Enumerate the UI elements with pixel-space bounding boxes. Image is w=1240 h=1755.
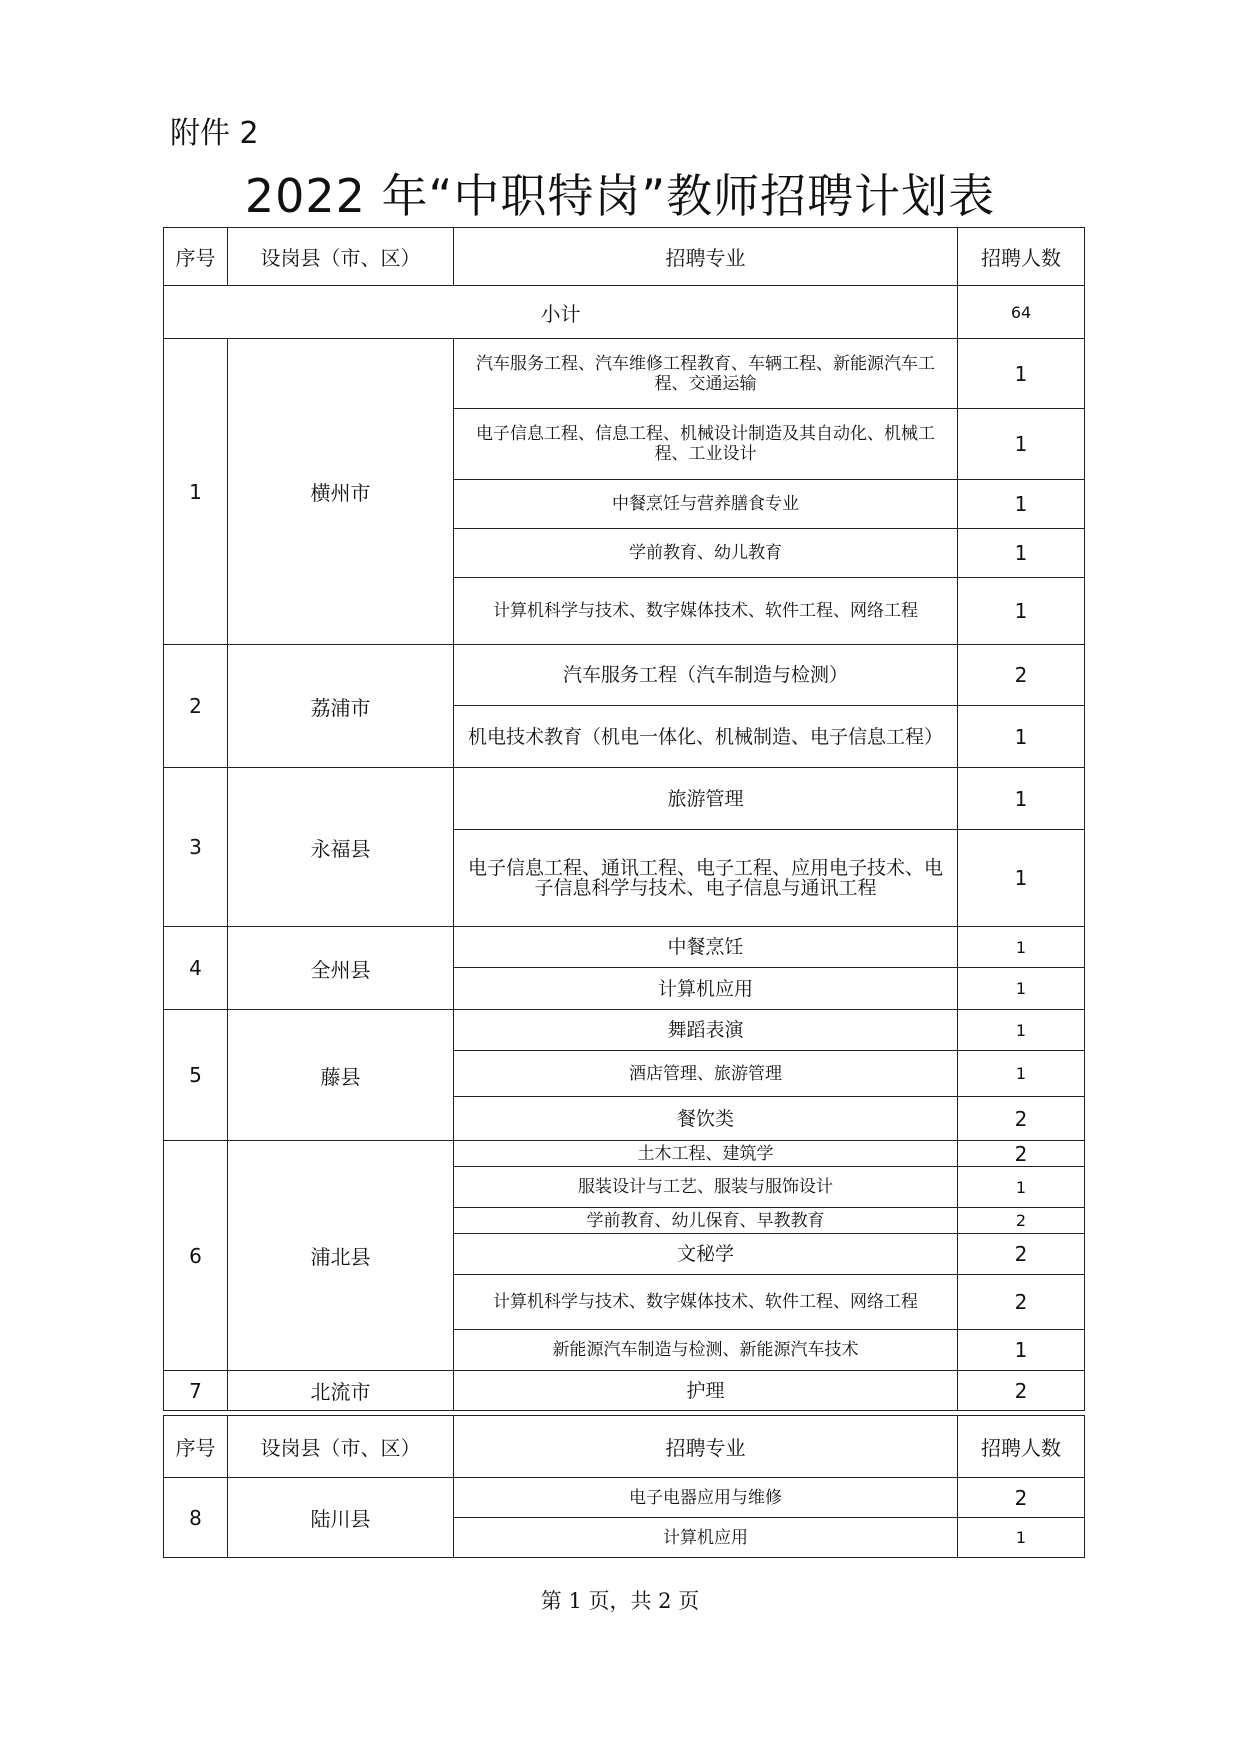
row-count: 1 [958, 927, 1085, 968]
row-count: 1 [958, 409, 1085, 480]
header-major: 招聘专业 [454, 228, 958, 286]
row-major: 电子信息工程、通讯工程、电子工程、应用电子技术、电子信息科学与技术、电子信息与通讯工程 [454, 830, 958, 927]
table-header-row [164, 1416, 1085, 1478]
subtotal-value: 64 [958, 286, 1085, 339]
header-county: 设岗县（市、区） [228, 228, 454, 286]
row-count: 1 [958, 1518, 1085, 1558]
header-count: 招聘人数 [958, 228, 1085, 286]
table-row [164, 1371, 1085, 1411]
table-row [164, 339, 1085, 409]
row-major: 计算机应用 [454, 1518, 958, 1558]
row-count: 2 [958, 1371, 1085, 1411]
row-count: 1 [958, 830, 1085, 927]
row-count: 2 [958, 1141, 1085, 1167]
subtotal-label: 小计 [164, 286, 958, 339]
row-county: 横州市 [228, 339, 454, 645]
row-major: 中餐烹饪与营养膳食专业 [454, 480, 958, 529]
row-major: 酒店管理、旅游管理 [454, 1051, 958, 1097]
header-seq: 序号 [164, 1416, 228, 1478]
table-row [164, 1010, 1085, 1051]
row-county: 浦北县 [228, 1141, 454, 1371]
row-major: 电子信息工程、信息工程、机械设计制造及其自动化、机械工程、工业设计 [454, 409, 958, 480]
row-major: 餐饮类 [454, 1097, 958, 1141]
row-seq: 5 [164, 1010, 228, 1141]
row-major: 学前教育、幼儿保育、早教教育 [454, 1208, 958, 1234]
row-major: 新能源汽车制造与检测、新能源汽车技术 [454, 1330, 958, 1371]
row-count: 2 [958, 1478, 1085, 1518]
header-seq: 序号 [164, 228, 228, 286]
table-row [164, 927, 1085, 968]
row-count: 1 [958, 529, 1085, 578]
row-count: 1 [958, 968, 1085, 1010]
row-seq: 3 [164, 768, 228, 927]
row-major: 文秘学 [454, 1234, 958, 1275]
document-title: 2022 年“中职特岗”教师招聘计划表 [244, 169, 996, 223]
table-row [164, 768, 1085, 830]
row-count: 1 [958, 1051, 1085, 1097]
row-major: 服装设计与工艺、服装与服饰设计 [454, 1167, 958, 1208]
row-major: 电子电器应用与维修 [454, 1478, 958, 1518]
row-seq: 6 [164, 1141, 228, 1371]
row-county: 陆川县 [228, 1478, 454, 1558]
row-count: 1 [958, 706, 1085, 768]
row-county: 北流市 [228, 1371, 454, 1411]
attachment-label: 附件 2 [170, 116, 259, 151]
row-major: 汽车服务工程、汽车维修工程教育、车辆工程、新能源汽车工程、交通运输 [454, 339, 958, 409]
recruitment-plan-table-continued [163, 1415, 1085, 1558]
row-major: 学前教育、幼儿教育 [454, 529, 958, 578]
row-seq: 2 [164, 645, 228, 768]
row-seq: 1 [164, 339, 228, 645]
row-major: 机电技术教育（机电一体化、机械制造、电子信息工程） [454, 706, 958, 768]
row-major: 舞蹈表演 [454, 1010, 958, 1051]
row-seq: 8 [164, 1478, 228, 1558]
row-count: 2 [958, 1208, 1085, 1234]
row-count: 2 [958, 645, 1085, 706]
row-seq: 7 [164, 1371, 228, 1411]
row-major: 中餐烹饪 [454, 927, 958, 968]
row-count: 1 [958, 1330, 1085, 1371]
row-count: 1 [958, 1010, 1085, 1051]
row-count: 1 [958, 1167, 1085, 1208]
table-header-row [164, 228, 1085, 286]
recruitment-plan-table [163, 227, 1085, 1411]
row-county: 永福县 [228, 768, 454, 927]
row-major: 护理 [454, 1371, 958, 1411]
row-count: 1 [958, 578, 1085, 645]
row-major: 汽车服务工程（汽车制造与检测） [454, 645, 958, 706]
row-count: 1 [958, 768, 1085, 830]
row-major: 计算机应用 [454, 968, 958, 1010]
row-county: 全州县 [228, 927, 454, 1010]
row-major: 计算机科学与技术、数字媒体技术、软件工程、网络工程 [454, 578, 958, 645]
row-seq: 4 [164, 927, 228, 1010]
row-count: 2 [958, 1275, 1085, 1330]
table-row [164, 1478, 1085, 1518]
row-county: 藤县 [228, 1010, 454, 1141]
row-county: 荔浦市 [228, 645, 454, 768]
row-count: 2 [958, 1097, 1085, 1141]
page-footer: 第 1 页，共 2 页 [540, 1589, 700, 1613]
table-row [164, 645, 1085, 706]
header-county: 设岗县（市、区） [228, 1416, 454, 1478]
row-major: 旅游管理 [454, 768, 958, 830]
row-count: 1 [958, 339, 1085, 409]
row-major: 土木工程、建筑学 [454, 1141, 958, 1167]
header-major: 招聘专业 [454, 1416, 958, 1478]
row-count: 2 [958, 1234, 1085, 1275]
header-count: 招聘人数 [958, 1416, 1085, 1478]
table-row [164, 1141, 1085, 1167]
row-major: 计算机科学与技术、数字媒体技术、软件工程、网络工程 [454, 1275, 958, 1330]
row-count: 1 [958, 480, 1085, 529]
subtotal-row [164, 286, 1085, 339]
